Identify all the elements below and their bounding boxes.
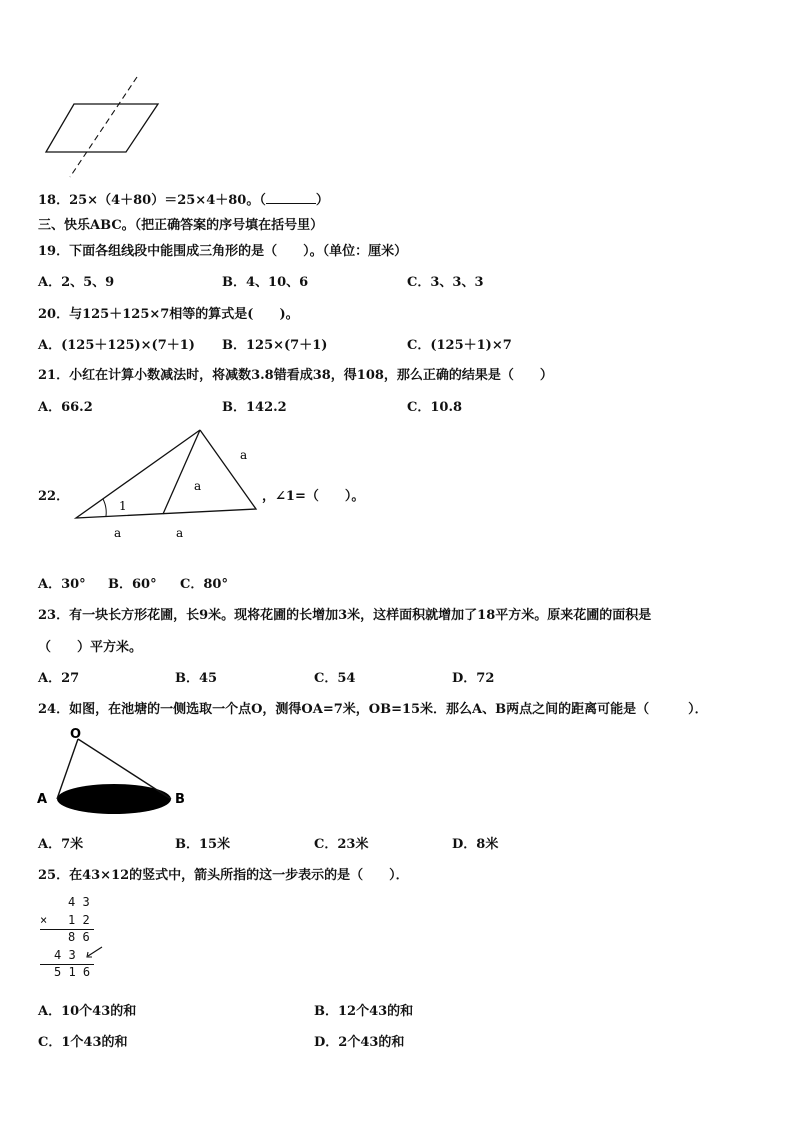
q19-option-c: C．3、3、3 <box>407 275 484 290</box>
q24-option-b: B．15米 <box>175 837 231 852</box>
q23-option-c: C．54 <box>314 671 356 686</box>
pond-figure <box>35 725 195 820</box>
question-23-line1: 23．有一块长方形花圃，长9米。现将花圃的长增加3米，这样面积就增加了18平方米。原来花圃的面积是 <box>38 608 652 623</box>
q22-option-c: C．80° <box>180 577 228 592</box>
q19-option-b: B．4、10、6 <box>222 275 309 290</box>
q25-option-a: A．10个43的和 <box>38 1004 137 1019</box>
answer-blank[interactable] <box>266 191 316 204</box>
question-22-tail: ，∠1=（ ）。 <box>262 489 365 504</box>
point-b-label: B <box>175 792 185 807</box>
vertical-multiplication <box>38 895 108 985</box>
inner-label-a: a <box>194 479 202 493</box>
q21-option-c: C．10.8 <box>407 400 463 415</box>
calc-row-3: 8 6 <box>68 930 90 944</box>
side-label-a: a <box>240 448 248 462</box>
q24-option-a: A．7米 <box>38 837 84 852</box>
question-18: 18．25×（4＋80）＝25×4＋80。（ ） <box>38 193 329 208</box>
question-20-stem: 20．与125＋125×7相等的算式是( )。 <box>38 307 299 322</box>
q24-option-c: C．23米 <box>314 837 369 852</box>
question-19-stem: 19．下面各组线段中能围成三角形的是（ ）。（单位：厘米） <box>38 244 408 259</box>
q20-option-a: A．(125＋125)×(7＋1) <box>38 338 195 353</box>
q20-option-b: B．125×(7＋1) <box>222 338 328 353</box>
question-21-stem: 21．小红在计算小数减法时，将减数3.8错看成38，得108，那么正确的结果是（ ） <box>38 368 553 383</box>
point-o-label: O <box>70 727 82 742</box>
question-23-line2: （ ）平方米。 <box>38 640 143 655</box>
q20-option-c: C．(125＋1)×7 <box>407 338 512 353</box>
q24-option-d: D．8米 <box>452 837 499 852</box>
point-a-label: A <box>37 792 48 807</box>
question-24-stem: 24．如图，在池塘的一侧选取一个点O，测得OA=7米，OB=15米．那么A、B两点之间的距离可能是（ ）． <box>38 702 708 717</box>
base-label-a-right: a <box>176 526 184 540</box>
question-25-stem: 25．在43×12的竖式中，箭头所指的这一步表示的是（ ）． <box>38 868 409 883</box>
angle-label: 1 <box>119 499 127 513</box>
q23-option-b: B．45 <box>175 671 218 686</box>
q21-option-a: A．66.2 <box>38 400 93 415</box>
calc-row-4: 4 3 <box>54 948 76 962</box>
q25-option-d: D．2个43的和 <box>314 1035 405 1050</box>
times-sign: × <box>40 913 48 927</box>
q25-option-b: B．12个43的和 <box>314 1004 414 1019</box>
q22-option-a: A．30° <box>38 577 86 592</box>
question-22-number: 22． <box>38 489 70 504</box>
section-heading: 三、快乐ABC。（把正确答案的序号填在括号里） <box>38 218 324 233</box>
q19-option-a: A．2、5、9 <box>38 275 115 290</box>
base-label-a-left: a <box>114 526 122 540</box>
q23-option-d: D．72 <box>452 671 495 686</box>
q21-option-b: B．142.2 <box>222 400 287 415</box>
triangle-figure <box>70 425 270 550</box>
q25-option-c: C．1个43的和 <box>38 1035 128 1050</box>
calc-row-5: 5 1 6 <box>54 965 91 979</box>
calc-row-1: 4 3 <box>68 895 90 909</box>
q23-option-a: A．27 <box>38 671 80 686</box>
arrow-icon <box>82 945 104 961</box>
parallelogram-figure <box>40 75 170 180</box>
calc-row-2: 1 2 <box>68 913 90 927</box>
q22-option-b: B．60° <box>108 577 157 592</box>
